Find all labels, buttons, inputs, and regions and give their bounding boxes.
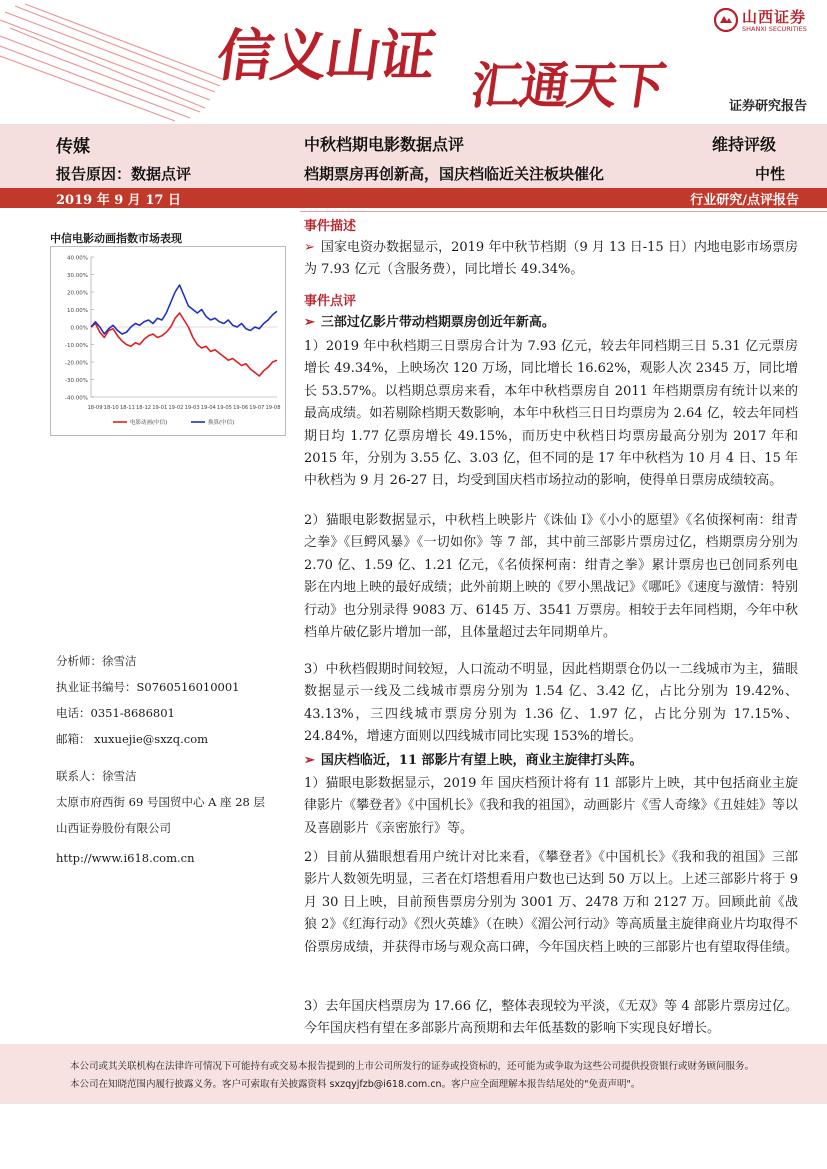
x-tick-label: 19-06 xyxy=(233,405,249,411)
rating-value: 中性 xyxy=(755,165,786,183)
chart-svg xyxy=(51,247,285,435)
arrow-bullet-icon: ➢ xyxy=(304,753,315,768)
y-tick-label: 30.00% xyxy=(67,273,88,279)
industry-label: 传媒 xyxy=(56,137,90,157)
x-tick-label: 19-02 xyxy=(168,405,184,411)
content-divider xyxy=(300,211,827,212)
x-tick-label: 18-09 xyxy=(87,405,103,411)
title-band xyxy=(0,124,827,188)
slogan-part1: 信义山证 xyxy=(212,24,438,89)
y-tick-label: -40.00% xyxy=(65,395,88,402)
report-reason: 报告原因：数据点评 xyxy=(56,165,192,183)
y-tick-label: -10.00% xyxy=(65,343,88,349)
date-band xyxy=(0,188,827,208)
x-tick-label: 19-04 xyxy=(200,405,216,411)
paragraph-2-2: 2）目前从猫眼想看用户统计对比来看，《攀登者》《中国机长》《我和我的祖国》三部影片人数领先明显，三者在灯塔想看用户数也已达到 50 万以上。上述三部影片将于 9 月 30 日上映，目前预售票房分别为 3001 万、2478 万和 2127 万。回顾此前《战狼 2》《红海行动》《烈火英雄》（在映）《湄公河行动》等高质量主旋律商业片均取得不俗票房成绩，并获得市场与观众高口碑，今年国庆档上映的三部影片也有望取得佳绩。 xyxy=(304,850,799,955)
paragraph-1-2: 2）猫眼电影数据显示，中秋档上映影片《诛仙 I》《小小的愿望》《名侦探柯南：绀青之拳》《巨鳄风暴》《一切如你》等 7 部，其中前三部影片票房过亿，档期票房分别为 2.70 亿、1.59 亿、1.21 亿元，《名侦探柯南：绀青之拳》累计票房也已创同系列电影在内地上映的最好成绩；此外前期上映的《罗小黑战记》《哪吒》《速度与激情：特别行动》也分别录得 9083 万、6145 万、3541 万票房。相较于去年同档期，今年中秋档单片破亿影片增加一部，且体量超过去年同期单片。 xyxy=(304,513,799,641)
company-url[interactable]: http://www.i618.com.cn xyxy=(56,851,195,865)
heading-point-1-text: 三部过亿影片带动档期票房创近年新高。 xyxy=(320,315,555,330)
report-date: 2019 年 9 月 17 日 xyxy=(56,193,181,208)
y-tick-label: -30.00% xyxy=(65,378,88,384)
y-tick-label: -20.00% xyxy=(65,360,88,367)
logo-mark-icon xyxy=(714,8,738,32)
paragraph-2-3: 3）去年国庆档票房为 17.66 亿，整体表现较为平淡，《无双》等 4 部影片票房过亿。今年国庆档有望在多部影片高预期和去年低基数的影响下实现良好增长。 xyxy=(304,999,798,1037)
report-header xyxy=(0,0,827,122)
report-type: 证券研究报告 xyxy=(728,99,807,114)
legend-label: 电影动画(中信) xyxy=(130,420,168,426)
y-tick-label: 40.00% xyxy=(67,255,88,262)
slogan-part2: 汇通天下 xyxy=(467,57,668,115)
report-subtitle: 档期票房再创新高，国庆档临近关注板块催化 xyxy=(304,165,605,183)
heading-point-2 xyxy=(304,750,798,772)
series-line-0 xyxy=(91,313,277,376)
x-tick-label: 19-07 xyxy=(249,405,265,411)
logo-name: 山西证券 xyxy=(742,8,807,26)
x-tick-label: 18-12 xyxy=(136,405,152,411)
heading-point-1 xyxy=(304,312,798,334)
x-tick-label: 19-05 xyxy=(216,405,232,411)
paragraph-1-1: 1）2019 年中秋档期三日票房合计为 7.93 亿元，较去年同档期三日 5.31 亿元票房增长 49.34%，上映场次 120 万场，同比增长 16.62%，观影人次 2345 万，同比增长 53.57%。以档期总票房来看，本年中秋档票房自 2011 年档期票房有统计以来的最高成绩。如若剔除档期天数影响，本年中秋档三日日均票房为 2.64 亿，较去年同档期日均 1.77 亿票房增长 49.15%，而历史中秋档日均票房最高分别为 2017 年和 2015 年，分别为 3.55 亿、3.03 亿，但不同的是 17 年中秋档为 10 月 4 日、15 年中秋档为 9 月 26-27 日，均受到国庆档市场拉动的影响，使得单日票房成绩较高。 xyxy=(304,339,798,489)
x-tick-label: 19-08 xyxy=(265,405,281,411)
section-event-description: 事件描述 xyxy=(304,219,357,234)
company-logo xyxy=(714,6,824,38)
paragraph-2-1: 1）猫眼电影数据显示，2019 年 国庆档预计将有 11 部影片上映，其中包括商业主旋律影片《攀登者》《中国机长》《我和我的祖国》，动画影片《雪人奇缘》《丑娃娃》等以及喜剧影片《亲密旅行》等。 xyxy=(304,776,799,836)
legend-label: 换算(中信) xyxy=(208,420,235,426)
analyst-phone: 电话：0351-8686801 xyxy=(56,706,175,720)
x-tick-label: 19-03 xyxy=(184,405,200,411)
y-tick-label: 20.00% xyxy=(67,290,88,297)
disclaimer-footer xyxy=(0,1044,827,1104)
analyst-email[interactable]: 邮箱： xuxuejie@sxzq.com xyxy=(56,732,209,746)
report-title: 中秋档期电影数据点评 xyxy=(304,135,465,154)
section-event-comment: 事件点评 xyxy=(304,294,357,309)
paragraph-1-3: 3）中秋档假期时间较短，人口流动不明显，因此档期票仓仍以一二线城市为主，猫眼数据显示一线及二线城市票房分别为 1.54 亿、3.42 亿，占比分别为 19.42%、43.13%，三四线城市票房分别为 1.36 亿、1.97 亿，占比分别为 17.15%、24.84%，增速方面则以四线城市同比实现 153%的增长。 xyxy=(304,662,798,745)
logo-english: SHANXI SECURITIES xyxy=(742,25,807,33)
rating-label: 维持评级 xyxy=(712,135,777,154)
paragraph-event xyxy=(304,237,798,282)
x-tick-label: 18-10 xyxy=(103,405,119,411)
x-tick-label: 19-01 xyxy=(152,405,168,411)
analyst-cert: 执业证书编号：S0760516010001 xyxy=(56,680,240,694)
index-performance-chart xyxy=(50,246,286,436)
analyst-name: 分析师：徐雪洁 xyxy=(56,654,137,668)
y-tick-label: 0.00% xyxy=(70,325,88,332)
disclaimer-text: 本公司或其关联机构在法律许可情况下可能持有或交易本报告提到的上市公司所发行的证券或投资标的，还可能为或争取为这些公司提供投资银行或财务顾问服务。本公司在知晓范围内履行披露义务。客户可索取有关披露资料 sxzqyjfzb@i618.com.cn。客户应全面理解本报告结尾处的"免责声明"。 xyxy=(70,1061,755,1090)
chart-title: 中信电影动画指数市场表现 xyxy=(50,232,182,245)
report-category: 行业研究/点评报告 xyxy=(690,193,799,208)
company-address: 太原市府西街 69 号国贸中心 A 座 28 层 xyxy=(56,795,266,809)
arrow-bullet-icon: ➢ xyxy=(304,315,315,330)
company-name: 山西证券股份有限公司 xyxy=(56,821,171,835)
paragraph-event-text: 国家电资办数据显示，2019 年中秋节档期（9 月 13 日-15 日）内地电影市场票房为 7.93 亿元（含服务费），同比增长 49.34%。 xyxy=(304,240,798,278)
brush-stroke-decoration xyxy=(0,0,250,122)
y-tick-label: 10.00% xyxy=(67,308,88,314)
heading-point-2-text: 国庆档临近，11 部影片有望上映，商业主旋律打头阵。 xyxy=(320,753,643,768)
series-line-1 xyxy=(91,285,277,334)
x-tick-label: 18-11 xyxy=(119,405,135,411)
arrow-bullet-icon: ➢ xyxy=(304,240,315,255)
contact-person: 联系人：徐雪洁 xyxy=(56,769,137,783)
